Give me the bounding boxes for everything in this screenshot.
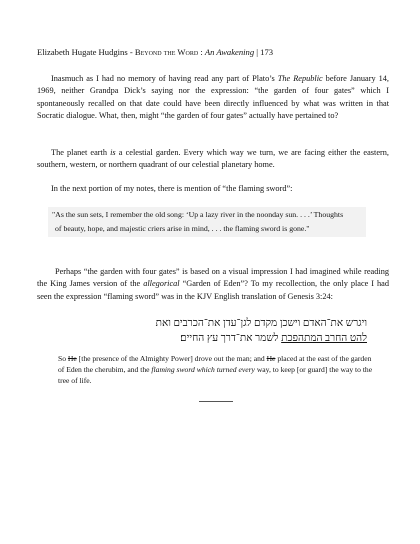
paragraph-flaming-sword-intro: In the next portion of my notes, there is mention of “the flaming sword”:	[51, 184, 293, 193]
paragraph-garden-of-eden: Perhaps “the garden with four gates” is based on a visual impression I had imagined while reading the King James version of the allegorical “Garden of Eden”? To my recollection, the only place I had seen the expression “flaming sword” was in the KJV English translation of Genesis 3:24:	[37, 267, 389, 301]
paragraph-celestial-garden: The planet earth is a celestial garden. Every which way we turn, we are facing either the eastern, southern, western, or northern quadrant of our celestial planetary home.	[37, 148, 389, 170]
section-divider	[199, 401, 233, 402]
paragraph-plato: Inasmuch as I had no memory of having read any part of Plato’s The Republic before January 14, 1969, neither Grandpa Dick’s saying nor the expression: “the garden of four gates” which I spontaneously recalled on that date could have been directly influenced by what was written in that Socratic dialogue. What, then, might “the garden of four gates” actually have pertained to?	[37, 74, 389, 121]
page-number: 173	[260, 47, 274, 57]
hebrew-verse-line-2: להט החרב המתהפכת לשמר את־דרך עץ החיים׃	[180, 333, 367, 344]
running-header: Elizabeth Hugate Hudgins - Beyond the Word : An Awakening | 173	[37, 47, 274, 57]
quote-line-1: "As the sun sets, I remember the old song: ‘Up a lazy river in the noonday sun. . . .’ Thoughts	[52, 210, 344, 219]
english-translation: So He [the presence of the Almighty Power] drove out the man; and He placed at the east of the garden of Eden the cherubim, and the flaming sword which turned every way, to keep [or guard] the way to the tree of life.	[58, 354, 373, 385]
hebrew-verse-line-1: ויגרש את־האדם וישכן מקדם לגן־עדן את־הכרבים ואת	[155, 318, 367, 329]
header-subtitle: An Awakening	[204, 47, 255, 57]
header-book-title: Beyond the Word	[134, 47, 199, 57]
quote-line-2: of beauty, hope, and majestic criers arise in mind, . . . the flaming sword is gone."	[55, 224, 310, 233]
header-author: Elizabeth Hugate Hudgins -	[37, 47, 135, 57]
